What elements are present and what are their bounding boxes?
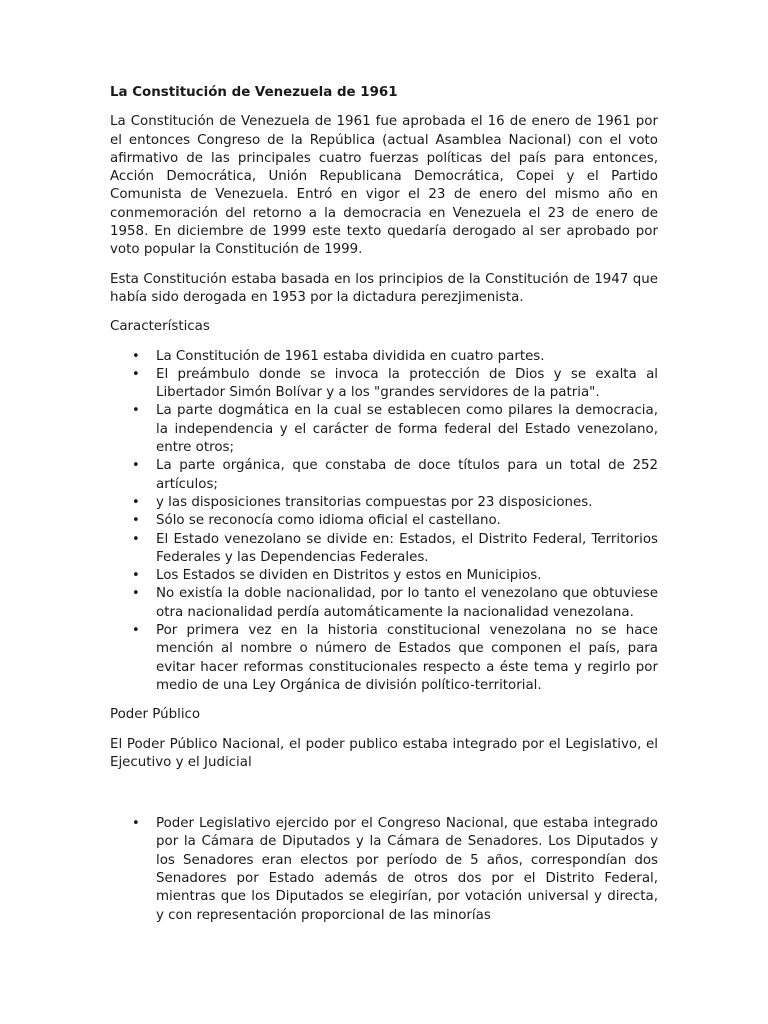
- poder-publico-paragraph: El Poder Público Nacional, el poder publico estaba integrado por el Legislativo, el Ejecutivo y el Judicial: [110, 736, 658, 770]
- bullet-icon: •: [132, 623, 140, 639]
- list-item-text: La parte orgánica, que constaba de doce títulos para un total de 252 artículos;: [156, 458, 658, 492]
- bullet-icon: •: [132, 586, 140, 602]
- list-item: [110, 457, 658, 494]
- list-item-text: Sólo se reconocía como idioma oficial el castellano.: [156, 513, 501, 529]
- bullet-icon: •: [132, 403, 140, 419]
- bullet-icon: •: [132, 513, 140, 529]
- list-item: [110, 531, 658, 568]
- list-item-text: La parte dogmática en la cual se establecen como pilares la democracia, la independencia y el carácter de forma federal del Estado venezolano, entre otros;: [156, 403, 658, 456]
- list-item-text: Por primera vez en la historia constitucional venezolana no se hace mención al nombre o número de Estados que componen el país, para evitar hacer reformas constitucionales respecto a éste tema y regirlo por medio de una Ley Orgánica de división político-territorial.: [156, 623, 658, 693]
- document-body: [110, 84, 658, 925]
- poder-publico-list: [110, 815, 658, 925]
- list-item: [110, 815, 658, 925]
- list-item: [110, 366, 658, 403]
- list-item: [110, 585, 658, 622]
- list-item: [110, 348, 658, 366]
- caracteristicas-heading: Características: [110, 319, 210, 335]
- list-item-text: Los Estados se dividen en Distritos y estos en Municipios.: [156, 568, 542, 584]
- list-item: [110, 402, 658, 457]
- list-item-text: y las disposiciones transitorias compuestas por 23 disposiciones.: [156, 494, 593, 510]
- bullet-icon: •: [132, 816, 140, 832]
- bullet-icon: •: [132, 366, 140, 382]
- list-item-text: Poder Legislativo ejercido por el Congreso Nacional, que estaba integrado por la Cámara de Diputados y la Cámara de Senadores. Los Diputados y los Senadores eran electos por período de 5 años, correspondían dos Senadores por Estado además de otros dos por el Distrito Federal, mientras que los Diputados se elegirían, por votación universal y directa, y con representación proporcional de las minorías: [156, 816, 658, 923]
- list-item-text: El Estado venezolano se divide en: Estados, el Distrito Federal, Territorios Federales y las Dependencias Federales.: [156, 531, 658, 565]
- poder-publico-heading: Poder Público: [110, 707, 201, 723]
- list-item: [110, 494, 658, 512]
- list-item: [110, 512, 658, 530]
- bullet-icon: •: [132, 458, 140, 474]
- bullet-icon: •: [132, 568, 140, 584]
- list-item-text: No existía la doble nacionalidad, por lo tanto el venezolano que obtuviese otra nacionalidad perdía automáticamente la nacionalidad venezolana.: [156, 586, 658, 620]
- list-item: [110, 622, 658, 695]
- intro-paragraph: La Constitución de Venezuela de 1961 fue aprobada el 16 de enero de 1961 por el entonces Congreso de la República (actual Asamblea Nacional) con el voto afirmativo de las principales cuatro fuerzas políticas del país para entonces, Acción Democrática, Unión Republicana Democrática, Copei y el Partido Comunista de Venezuela. Entró en vigor el 23 de enero del mismo año en conmemoración del retorno a la democracia en Venezuela el 23 de enero de 1958. En diciembre de 1999 este texto quedaría derogado al ser aprobado por voto popular la Constitución de 1999.: [110, 114, 658, 258]
- basis-paragraph: Esta Constitución estaba basada en los principios de la Constitución de 1947 que había sido derogada en 1953 por la dictadura perezjimenista.: [110, 271, 658, 305]
- list-item-text: La Constitución de 1961 estaba dividida en cuatro partes.: [156, 348, 545, 364]
- bullet-icon: •: [132, 531, 140, 547]
- bullet-icon: •: [132, 348, 140, 364]
- caracteristicas-list: [110, 348, 658, 696]
- document-title: La Constitución de Venezuela de 1961: [110, 85, 398, 100]
- bullet-icon: •: [132, 494, 140, 510]
- list-item-text: El preámbulo donde se invoca la protección de Dios y se exalta al Libertador Simón Bolívar y a los "grandes servidores de la patria".: [156, 366, 658, 401]
- list-item: [110, 567, 658, 585]
